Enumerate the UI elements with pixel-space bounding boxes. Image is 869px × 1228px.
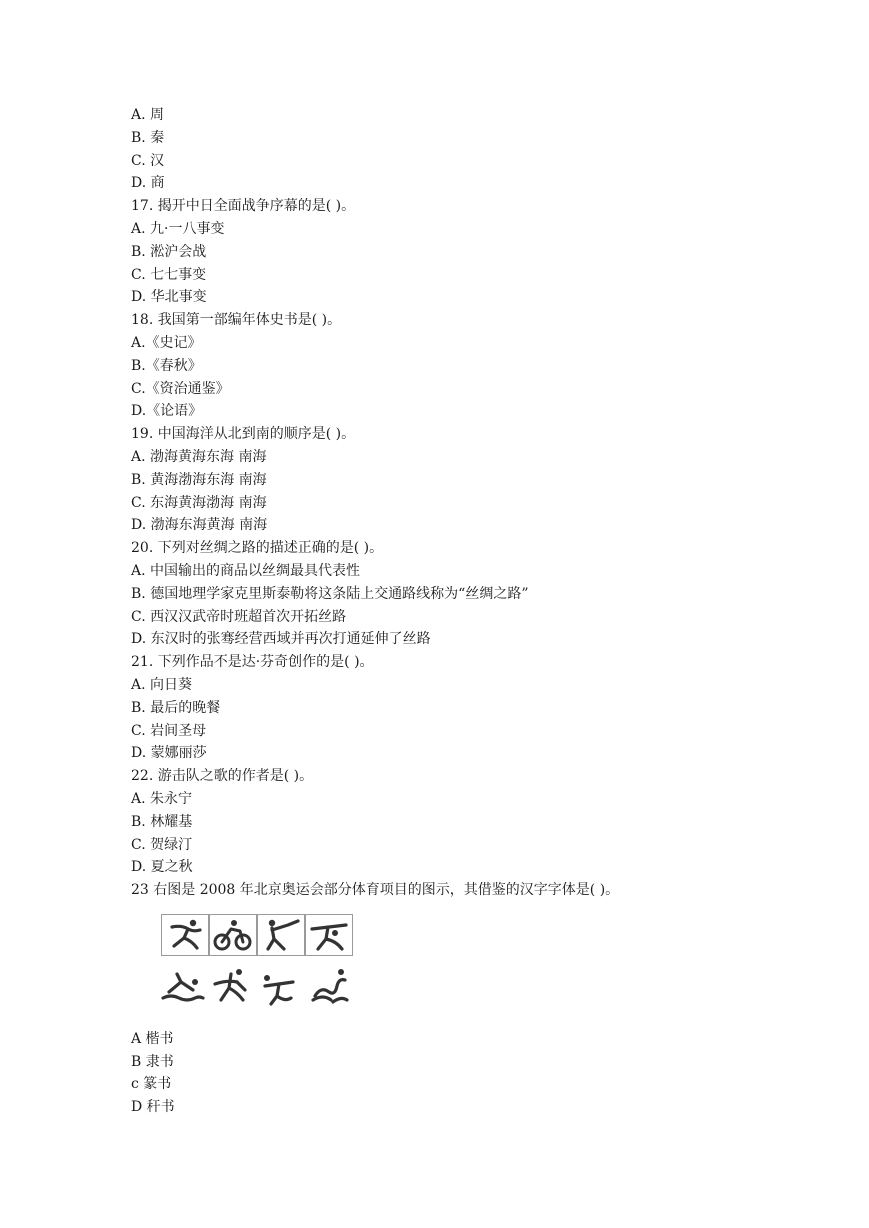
text-line: A 楷书 <box>131 1030 174 1047</box>
answer-options-q23 <box>131 1028 811 1119</box>
question-22: 22. 游击队之歌的作者是( )。 <box>131 768 314 785</box>
text-line: C. 汉 <box>131 152 165 169</box>
question-17: 17. 揭开中日全面战争序幕的是( )。 <box>131 198 356 215</box>
text-line: B. 秦 <box>131 129 165 146</box>
exam-content <box>131 104 811 1119</box>
cycling-icon <box>209 914 257 956</box>
text-line: A. 向日葵 <box>131 676 193 693</box>
text-line: A. 朱永宁 <box>131 790 193 807</box>
text-line: D. 渤海东海黄海 南海 <box>131 517 268 534</box>
text-line: c 篆书 <box>131 1076 172 1093</box>
text-line: A. 周 <box>131 107 165 123</box>
question-20: 20. 下列对丝绸之路的描述正确的是( )。 <box>131 540 384 557</box>
text-line: D. 东汉时的张骞经营西域并再次打通延伸了丝路 <box>131 631 431 648</box>
text-line: B. 德国地理学家克里斯泰勒将这条陆上交通路线称为“丝绸之路” <box>131 585 529 602</box>
running-icon <box>161 914 209 956</box>
text-line: B. 淞沪会战 <box>131 243 207 260</box>
text-line: B. 林耀基 <box>131 813 193 830</box>
text-line: A. 渤海黄海东海 南海 <box>131 448 267 465</box>
text-line: C. 贺绿汀 <box>131 836 193 853</box>
wrestling-icon <box>209 966 255 1006</box>
text-line: D. 商 <box>131 175 165 192</box>
swimming-icon <box>159 968 205 1008</box>
diving-icon <box>307 966 353 1006</box>
question-19: 19. 中国海洋从北到南的顺序是( )。 <box>131 426 356 443</box>
question-18: 18. 我国第一部编年体史书是( )。 <box>131 312 342 329</box>
text-line: A. 九·一八事变 <box>131 220 225 237</box>
text-line: C.《资治通鉴》 <box>131 380 230 397</box>
text-line: C. 七七事变 <box>131 266 207 283</box>
text-line: A. 中国输出的商品以丝绸最具代表性 <box>131 562 361 579</box>
text-line: D. 夏之秋 <box>131 859 193 876</box>
text-line: B. 最后的晚餐 <box>131 699 221 716</box>
text-line: D 秆书 <box>131 1099 175 1116</box>
text-line: B 隶书 <box>131 1053 174 1070</box>
text-line: C. 西汉汉武帝时班超首次开拓丝路 <box>131 608 347 625</box>
question-23: 23 右图是 2008 年北京奥运会部分体育项目的图示，其借鉴的汉字字体是( )。 <box>131 882 620 899</box>
fencing-icon <box>257 914 305 956</box>
olympic-pictograms <box>157 912 377 1022</box>
text-line: D. 蒙娜丽莎 <box>131 745 207 762</box>
text-line: B.《春秋》 <box>131 357 202 374</box>
weightlifting-icon <box>305 914 353 956</box>
text-line: D.《论语》 <box>131 403 203 420</box>
text-line: B. 黄海渤海东海 南海 <box>131 471 267 488</box>
question-21: 21. 下列作品不是达·芬奇创作的是( )。 <box>131 654 374 671</box>
questions-block <box>131 104 811 902</box>
text-line: A.《史记》 <box>131 334 202 351</box>
text-line: C. 岩间圣母 <box>131 722 207 739</box>
gymnastics-icon <box>257 968 303 1008</box>
text-line: C. 东海黄海渤海 南海 <box>131 494 267 511</box>
text-line: D. 华北事变 <box>131 289 207 306</box>
